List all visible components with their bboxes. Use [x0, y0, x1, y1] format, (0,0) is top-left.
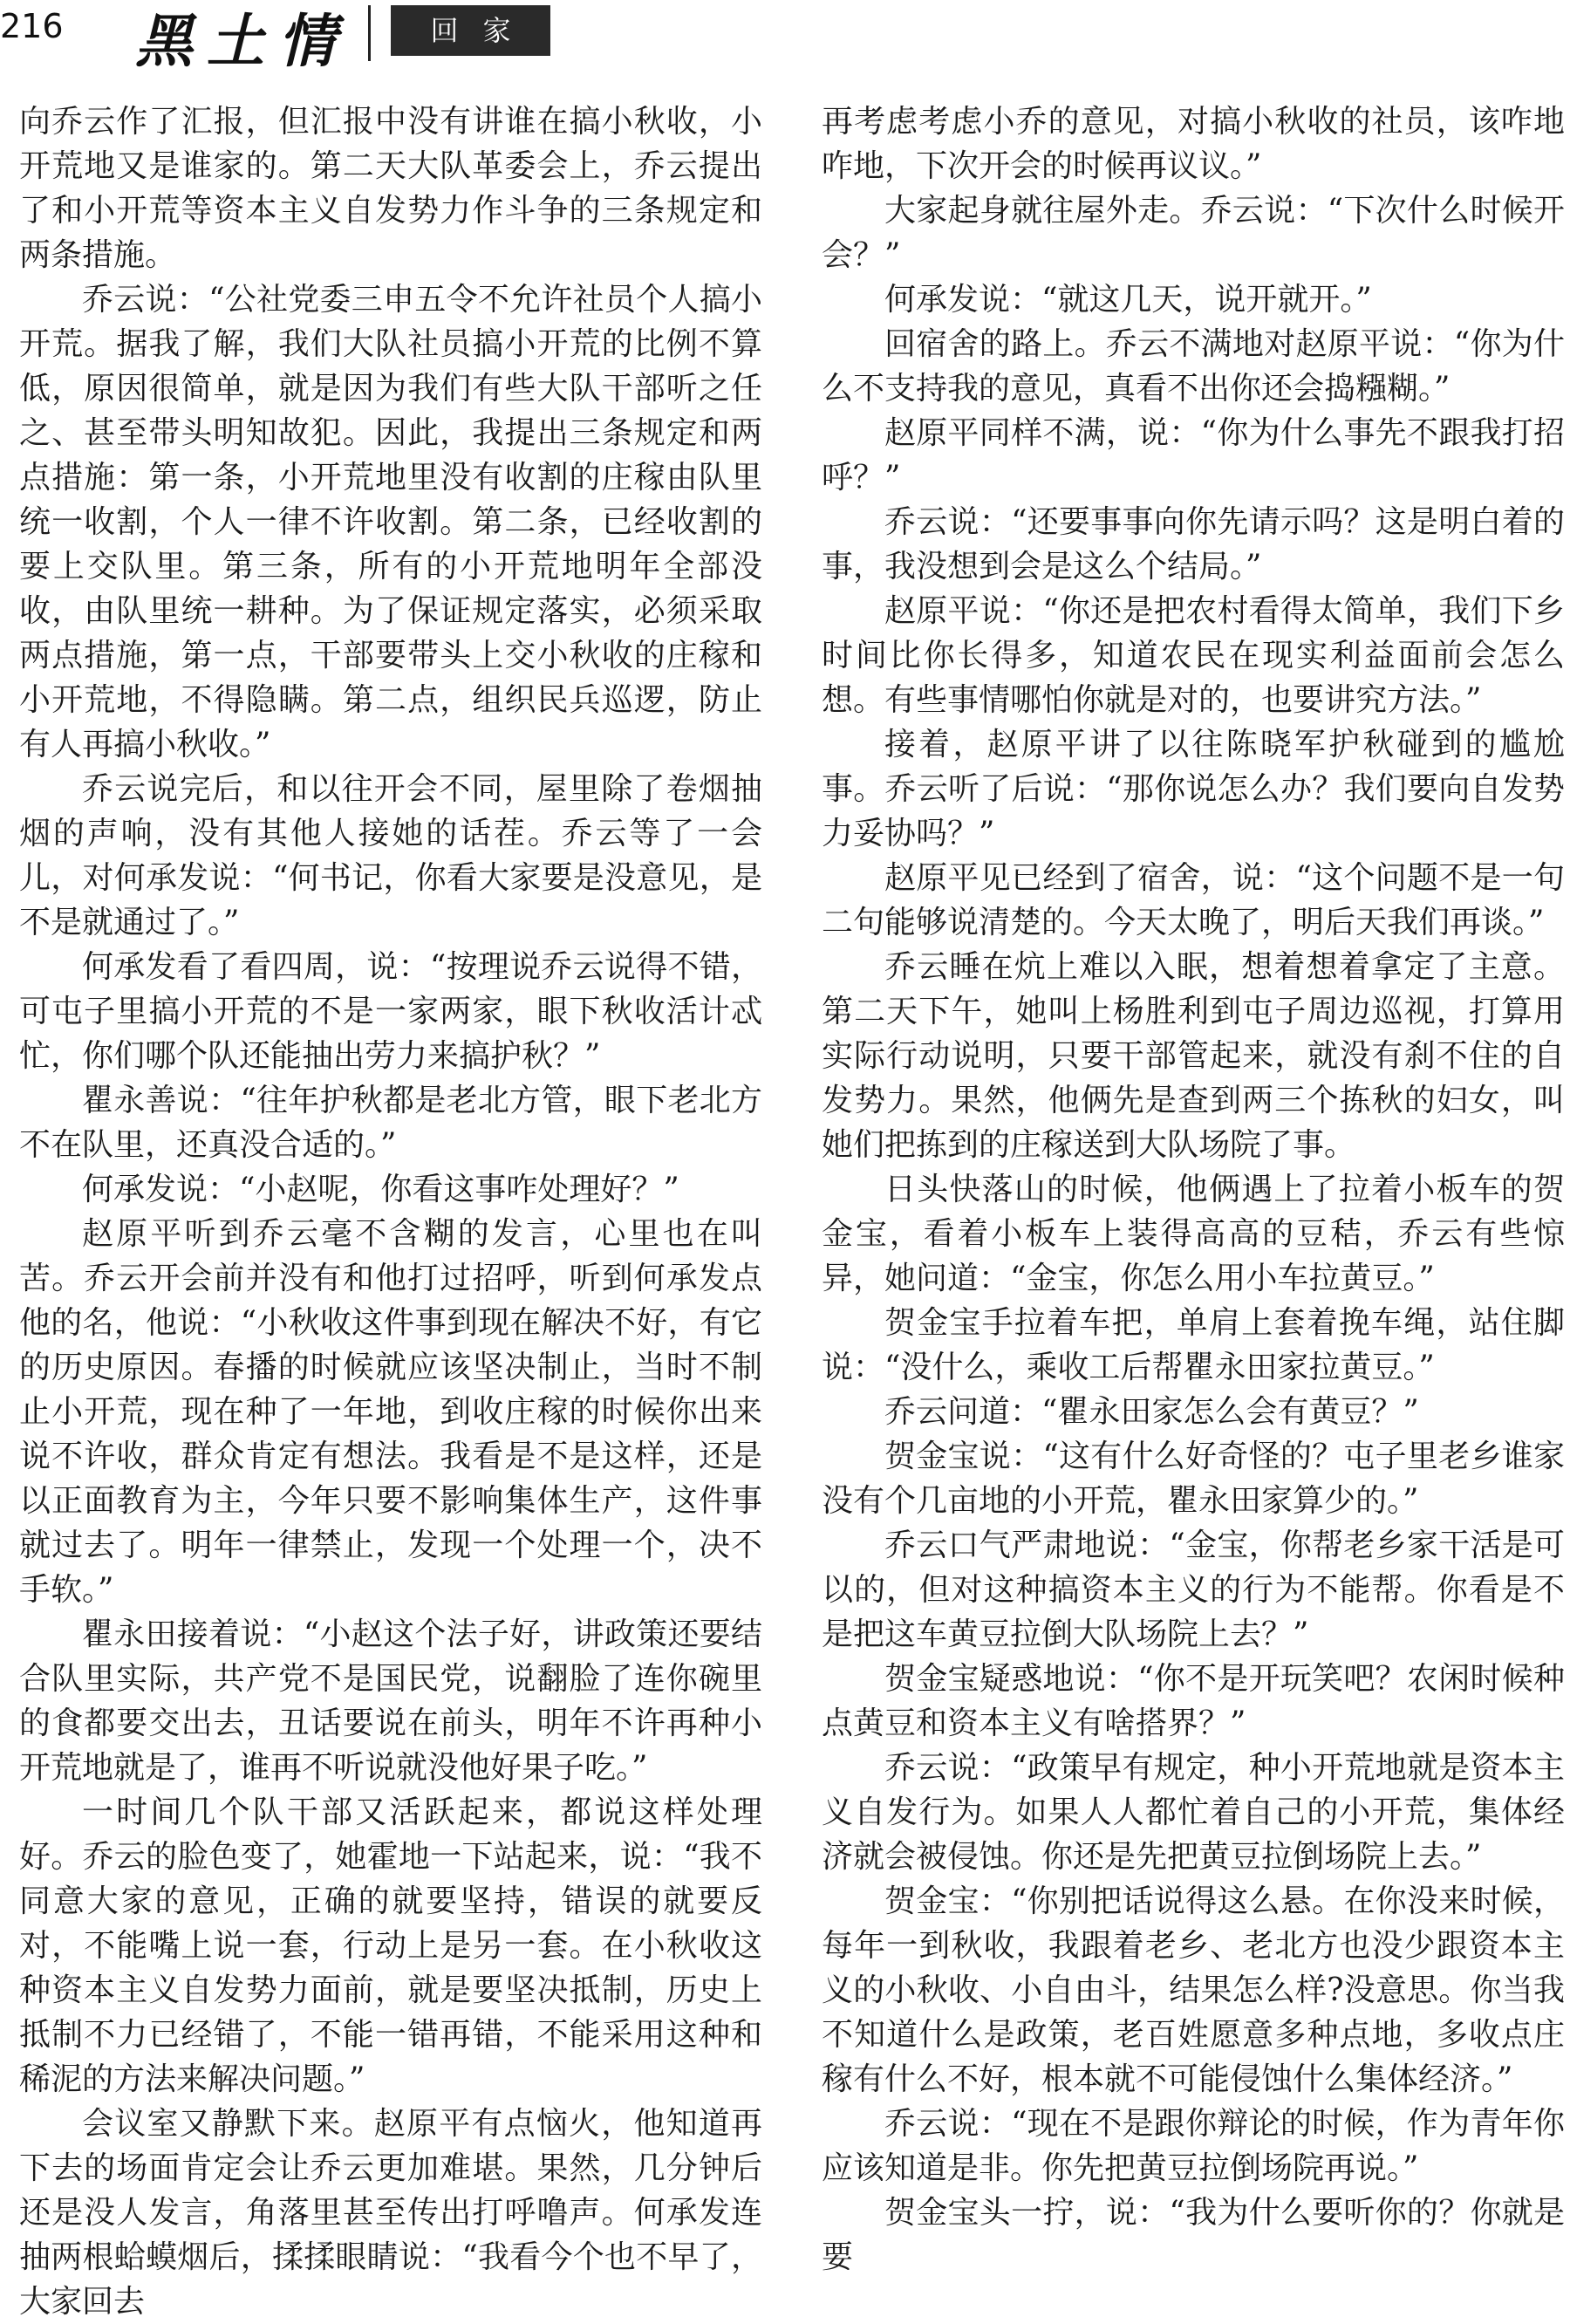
paragraph: 何承发说：“就这几天，说开就开。”	[884, 282, 1372, 318]
paragraph: 乔云说完后，和以往开会不同，屋里除了卷烟抽烟的声响，没有其他人接她的话茬。乔云等了一会儿，对何承发说：“何书记，你看大家要是没意见，是不是就通过了。”	[19, 771, 762, 940]
paragraph: 接着，赵原平讲了以往陈晓军护秋碰到的尴尬事。乔云听了后说：“那你说怎么办？我们要向自发势力妥协吗？”	[822, 727, 1565, 851]
paragraph: 赵原平听到乔云毫不含糊的发言，心里也在叫苦。乔云开会前并没有和他打过招呼，听到何承发点他的名，他说：“小秋收这件事到现在解决不好，有它的历史原因。春播的时候就应该坚决制止，当时不制止小开荒，现在种了一年地，到收庄稼的时候你出来说不许收，群众肯定有想法。我看是不是这样，还是以正面教育为主，今年只要不影响集体生产，这件事就过去了。明年一律禁止，发现一个处理一个，决不手软。”	[19, 1216, 762, 1608]
paragraph: 乔云口气严肃地说：“金宝，你帮老乡家干活是可以的，但对这种搞资本主义的行为不能帮。你看是不是把这车黄豆拉倒大队场院上去？”	[822, 1528, 1565, 1652]
magazine-logo: 黑土情	[135, 7, 350, 75]
page-number: 216	[0, 7, 64, 45]
paragraph: 赵原平同样不满，说：“你为什么事先不跟我打招呼？”	[822, 415, 1565, 496]
paragraph: 赵原平见已经到了宿舍，说：“这个问题不是一句二句能够说清楚的。今天太晚了，明后天我们再谈。”	[822, 860, 1565, 940]
header-divider	[368, 5, 371, 61]
paragraph: 贺金宝：“你别把话说得这么悬。在你没来时候，每年一到秋收，我跟着老乡、老北方也没少跟资本主义的小秋收、小自由斗，结果怎么样?没意思。你当我不知道什么是政策，老百姓愿意多种点地，多收点庄稼有什么不好，根本就不可能侵蚀什么集体经济。”	[822, 1883, 1565, 2097]
paragraph: 大家起身就往屋外走。乔云说：“下次什么时候开会？”	[822, 193, 1565, 273]
paragraph: 贺金宝疑惑地说：“你不是开玩笑吧？农闲时候种点黄豆和资本主义有啥搭界？”	[822, 1661, 1565, 1741]
paragraph: 向乔云作了汇报，但汇报中没有讲谁在搞小秋收，小开荒地又是谁家的。第二天大队革委会上，乔云提出了和小开荒等资本主义自发势力作斗争的三条规定和两条措施。	[19, 104, 762, 273]
paragraph: 贺金宝手拉着车把，单肩上套着挽车绳，站住脚说：“没什么，乘收工后帮瞿永田家拉黄豆。”	[822, 1305, 1565, 1385]
paragraph: 乔云问道：“瞿永田家怎么会有黄豆？”	[884, 1394, 1419, 1430]
paragraph: 何承发说：“小赵呢，你看这事咋处理好？”	[82, 1172, 679, 1207]
paragraph: 乔云说：“还要事事向你先请示吗？这是明白着的事，我没想到会是这么个结局。”	[822, 504, 1565, 584]
paragraph: 日头快落山的时候，他俩遇上了拉着小板车的贺金宝，看着小板车上装得高高的豆秸，乔云有些惊异，她问道：“金宝，你怎么用小车拉黄豆。”	[822, 1172, 1565, 1296]
paragraph: 再考虑考虑小乔的意见，对搞小秋收的社员，该咋地咋地，下次开会的时候再议议。”	[822, 104, 1565, 184]
right-column	[822, 99, 1565, 2275]
left-column	[19, 99, 762, 2320]
paragraph: 瞿永善说：“往年护秋都是老北方管，眼下老北方不在队里，还真没合适的。”	[19, 1083, 762, 1163]
paragraph: 贺金宝头一拧，说：“我为什么要听你的？你就是要	[822, 2195, 1565, 2275]
paragraph: 乔云说：“现在不是跟你辩论的时候，作为青年你应该知道是非。你先把黄豆拉倒场院再说。”	[822, 2106, 1565, 2186]
paragraph: 乔云睡在炕上难以入眠，想着想着拿定了主意。第二天下午，她叫上杨胜利到屯子周边巡视，打算用实际行动说明，只要干部管起来，就没有刹不住的自发势力。果然，他俩先是查到两三个拣秋的妇女，叫她们把拣到的庄稼送到大队场院了事。	[822, 949, 1565, 1163]
paragraph: 一时间几个队干部又活跃起来，都说这样处理好。乔云的脸色变了，她霍地一下站起来，说：“我不同意大家的意见，正确的就要坚持，错误的就要反对，不能嘴上说一套，行动上是另一套。在小秋收这种资本主义自发势力面前，就是要坚决抵制，历史上抵制不力已经错了，不能一错再错，不能采用这种和稀泥的方法来解决问题。”	[19, 1794, 762, 2097]
paragraph: 何承发看了看四周，说：“按理说乔云说得不错，可屯子里搞小开荒的不是一家两家，眼下秋收活计忒忙，你们哪个队还能抽出劳力来搞护秋？”	[19, 949, 762, 1074]
paragraph: 乔云说：“公社党委三申五令不允许社员个人搞小开荒。据我了解，我们大队社员搞小开荒的比例不算低，原因很简单，就是因为我们有些大队干部听之任之、甚至带头明知故犯。因此，我提出三条规定和两点措施：第一条，小开荒地里没有收割的庄稼由队里统一收割，个人一律不许收割。第二条，已经收割的要上交队里。第三条，所有的小开荒地明年全部没收，由队里统一耕种。为了保证规定落实，必须采取两点措施，第一点，干部要带头上交小秋收的庄稼和小开荒地，不得隐瞒。第二点，组织民兵巡逻，防止有人再搞小秋收。”	[19, 282, 762, 762]
paragraph: 会议室又静默下来。赵原平有点恼火，他知道再下去的场面肯定会让乔云更加难堪。果然，几分钟后还是没人发言，角落里甚至传出打呼噜声。何承发连抽两根蛤蟆烟后，揉揉眼睛说：“我看今个也不早了，大家回去	[19, 2106, 762, 2320]
paragraph: 赵原平说：“你还是把农村看得太简单，我们下乡时间比你长得多，知道农民在现实利益面前会怎么想。有些事情哪怕你就是对的，也要讲究方法。”	[822, 593, 1565, 718]
paragraph: 回宿舍的路上。乔云不满地对赵原平说：“你为什么不支持我的意见，真看不出你还会捣糨糊。”	[822, 326, 1565, 407]
page-header	[0, 0, 1570, 79]
paragraph: 贺金宝说：“这有什么好奇怪的？屯子里老乡谁家没有个几亩地的小开荒，瞿永田家算少的。”	[822, 1439, 1565, 1519]
paragraph: 乔云说：“政策早有规定，种小开荒地就是资本主义自发行为。如果人人都忙着自己的小开荒，集体经济就会被侵蚀。你还是先把黄豆拉倒场院上去。”	[822, 1750, 1565, 1875]
paragraph: 瞿永田接着说：“小赵这个法子好，讲政策还要结合队里实际，共产党不是国民党，说翻脸了连你碗里的食都要交出去，丑话要说在前头，明年不许再种小开荒地就是了，谁再不听说就没他好果子吃。”	[19, 1617, 762, 1786]
section-title: 回家	[391, 5, 550, 56]
